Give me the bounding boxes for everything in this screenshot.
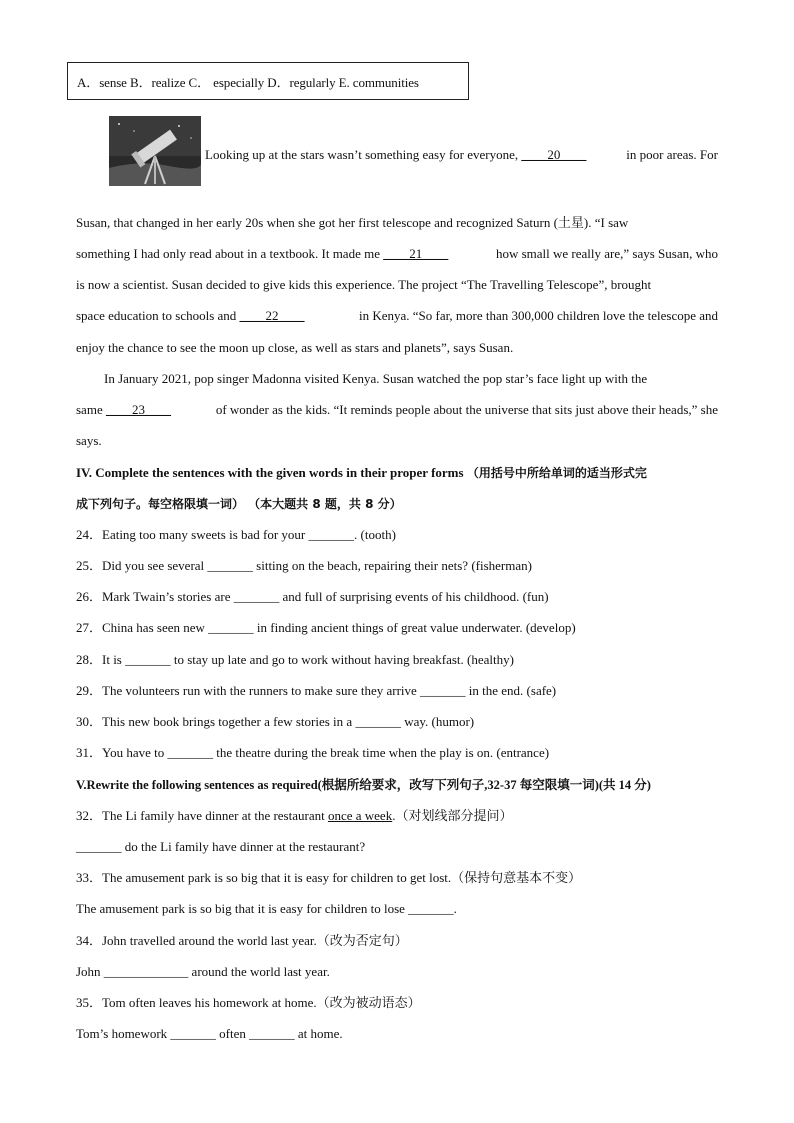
answer-35: Tom’s homework _______ often _______ at home. xyxy=(76,1026,343,1041)
question-34: 34．John travelled around the world last year.（改为否定句） xyxy=(76,933,408,948)
question-30: 30．This new book brings together a few stories in a _______ way. (humor) xyxy=(76,714,475,729)
question-28: 28．It is _______ to stay up late and go to work without having breakfast. (healthy) xyxy=(76,652,514,667)
question-27: 27．China has seen new _______ in finding ancient things of great value underwater. (develop) xyxy=(76,620,576,635)
passage-line-7: In January 2021, pop singer Madonna visited Kenya. Susan watched the pop star’s face light up with the xyxy=(104,371,648,386)
question-24: 24．Eating too many sweets is bad for your _______. (tooth) xyxy=(76,527,396,542)
question-26: 26．Mark Twain’s stories are _______ and full of surprising events of his childhood. (fun) xyxy=(76,589,549,604)
blank-20: ____20____ xyxy=(521,147,587,162)
passage-line-6: enjoy the chance to see the moon up close, as well as stars and planets”, says Susan. xyxy=(76,340,514,355)
blank-22: ____22____ xyxy=(239,308,305,323)
passage-line-9: says. xyxy=(76,433,102,448)
question-25: 25．Did you see several _______ sitting on the beach, repairing their nets? (fisherman) xyxy=(76,558,532,573)
blank-21: ____21____ xyxy=(383,246,449,261)
underlined-phrase: once a week xyxy=(327,808,393,823)
word-bank-box xyxy=(67,62,469,100)
passage-line-2: Susan, that changed in her early 20s when she got her first telescope and recognized Saturn (土星). “I saw xyxy=(76,215,629,230)
section-5-title: V.Rewrite the following sentences as required(根据所给要求，改写下列句子,32-37 每空限填一词)(共 14 分) xyxy=(76,778,651,792)
blank-23: ____23____ xyxy=(105,402,171,417)
question-29: 29．The volunteers run with the runners to make sure they arrive _______ in the end. (safe) xyxy=(76,683,557,698)
question-31: 31．You have to _______ the theatre during the break time when the play is on. (entrance) xyxy=(76,745,550,760)
answer-33: The amusement park is so big that it is easy for children to lose _______. xyxy=(76,901,457,916)
passage-line-5: space education to schools and ____22____ in Kenya. “So far, more than 300,000 children love the telescope and xyxy=(76,308,718,323)
question-32: 32．The Li family have dinner at the restaurant once a week.（对划线部分提问） xyxy=(76,808,513,823)
telescope-photo xyxy=(109,116,201,186)
passage-line-4: is now a scientist. Susan decided to give kids this experience. The project “The Travelling Telescope”, brought xyxy=(76,277,652,292)
section-4-title-cont: 成下列句子。每空格限填一词） （本大题共 8 题，共 8 分） xyxy=(76,497,402,511)
question-33: 33．The amusement park is so big that it is easy for children to get lost.（保持句意基本不变） xyxy=(76,870,582,885)
section-4-title: IV. Complete the sentences with the given words in their proper forms （用括号中所给单词的适当形式完 xyxy=(76,465,647,480)
answer-34: John _____________ around the world last year. xyxy=(76,964,330,979)
telescope-image-icon xyxy=(109,116,201,186)
answer-32: _______ do the Li family have dinner at the restaurant? xyxy=(76,839,366,854)
question-35: 35．Tom often leaves his homework at home.（改为被动语态） xyxy=(76,995,421,1010)
passage-line-3: something I had only read about in a textbook. It made me ____21____ how small we really are,” says Susan, who xyxy=(76,246,718,261)
word-bank-text: A．sense B．realize C． especially D．regularly E. communities xyxy=(77,74,419,90)
passage-line-8: same ____23____ of wonder as the kids. “It reminds people about the universe that sits just above their heads,” she xyxy=(76,402,718,417)
passage-line-1: Looking up at the stars wasn’t something easy for everyone, ____20____ in poor areas. For xyxy=(205,147,718,162)
